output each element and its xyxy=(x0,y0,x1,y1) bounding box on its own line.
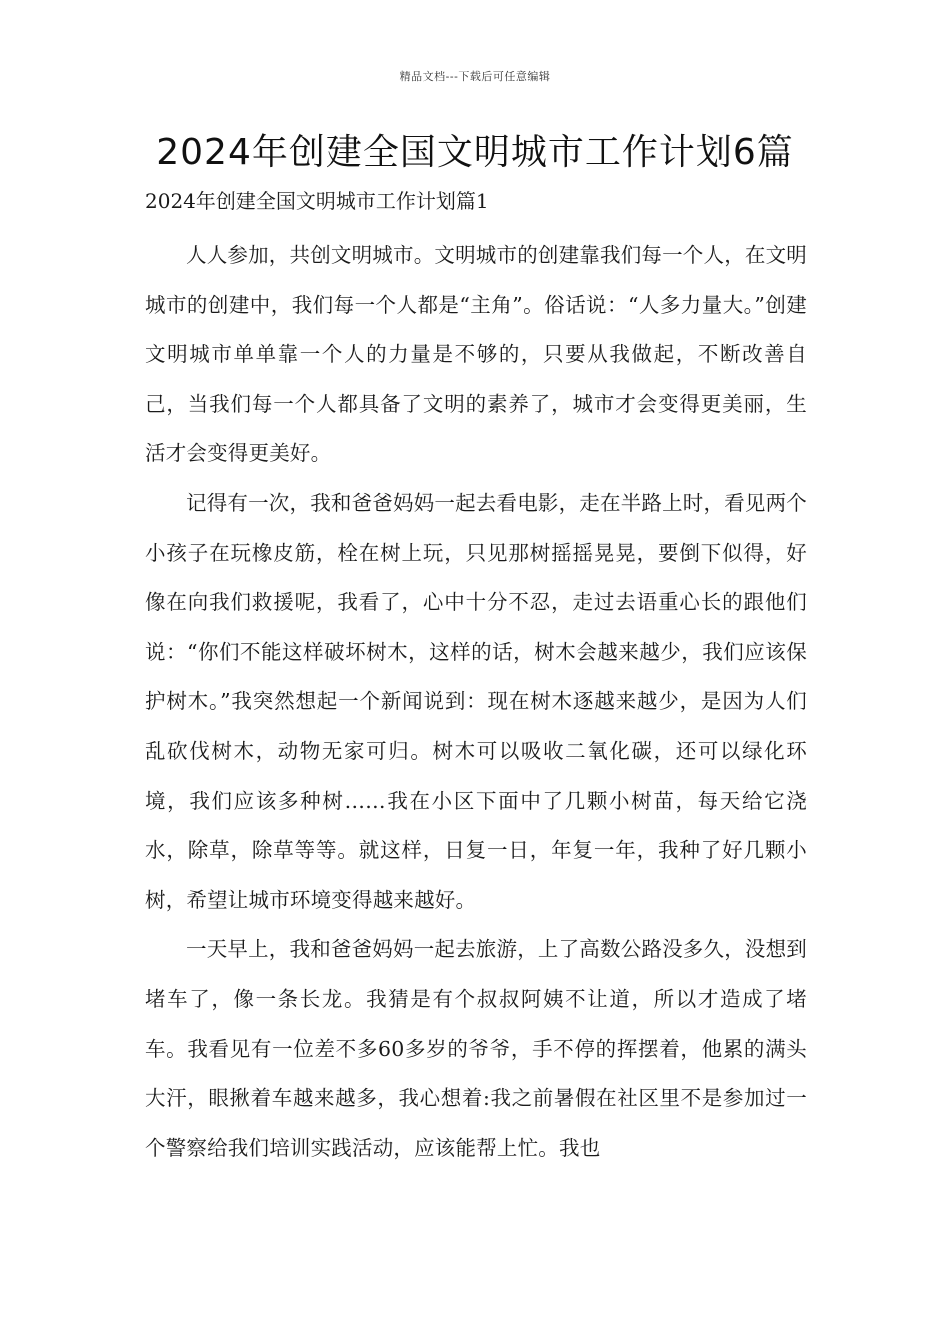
paragraph: 人人参加，共创文明城市。文明城市的创建靠我们每一个人，在文明城市的创建中，我们每一个人都是“主角”。俗话说：“人多力量大。”创建文明城市单单靠一个人的力量是不够的，只要从我做起，不断改善自己，当我们每一个人都具备了文明的素养了，城市才会变得更美丽，生活才会变得更美好。 xyxy=(145,243,807,466)
header-note: 精品文档---下载后可任意编辑 xyxy=(399,70,551,83)
paragraph: 记得有一次，我和爸爸妈妈一起去看电影，走在半路上时，看见两个小孩子在玩橡皮筋，栓在树上玩，只见那树摇摇晃晃，要倒下似得，好像在向我们救援呢，我看了，心中十分不忍，走过去语重心长的跟他们说：“你们不能这样破坏树木，这样的话，树木会越来越少，我们应该保护树木。”我突然想起一个新闻说到：现在树木逐越来越少，是因为人们乱砍伐树木，动物无家可归。树木可以吸收二氧化碳，还可以绿化环境，我们应该多种树……我在小区下面中了几颗小树苗，每天给它浇水，除草，除草等等。就这样，日复一日，年复一年，我种了好几颗小树，希望让城市环境变得越来越好。 xyxy=(145,490,807,912)
document-title: 2024年创建全国文明城市工作计划6篇 xyxy=(156,132,794,173)
body-text xyxy=(145,231,807,1173)
section-subtitle: 2024年创建全国文明城市工作计划篇1 xyxy=(145,189,489,213)
paragraph: 一天早上，我和爸爸妈妈一起去旅游，上了高数公路没多久，没想到堵车了，像一条长龙。我猜是有个叔叔阿姨不让道，所以才造成了堵车。我看见有一位差不多60多岁的爷爷，手不停的挥摆着，他累的满头大汗，眼揪着车越来越多，我心想着:我之前暑假在社区里不是参加过一个警察给我们培训实践活动，应该能帮上忙。我也 xyxy=(145,937,807,1160)
